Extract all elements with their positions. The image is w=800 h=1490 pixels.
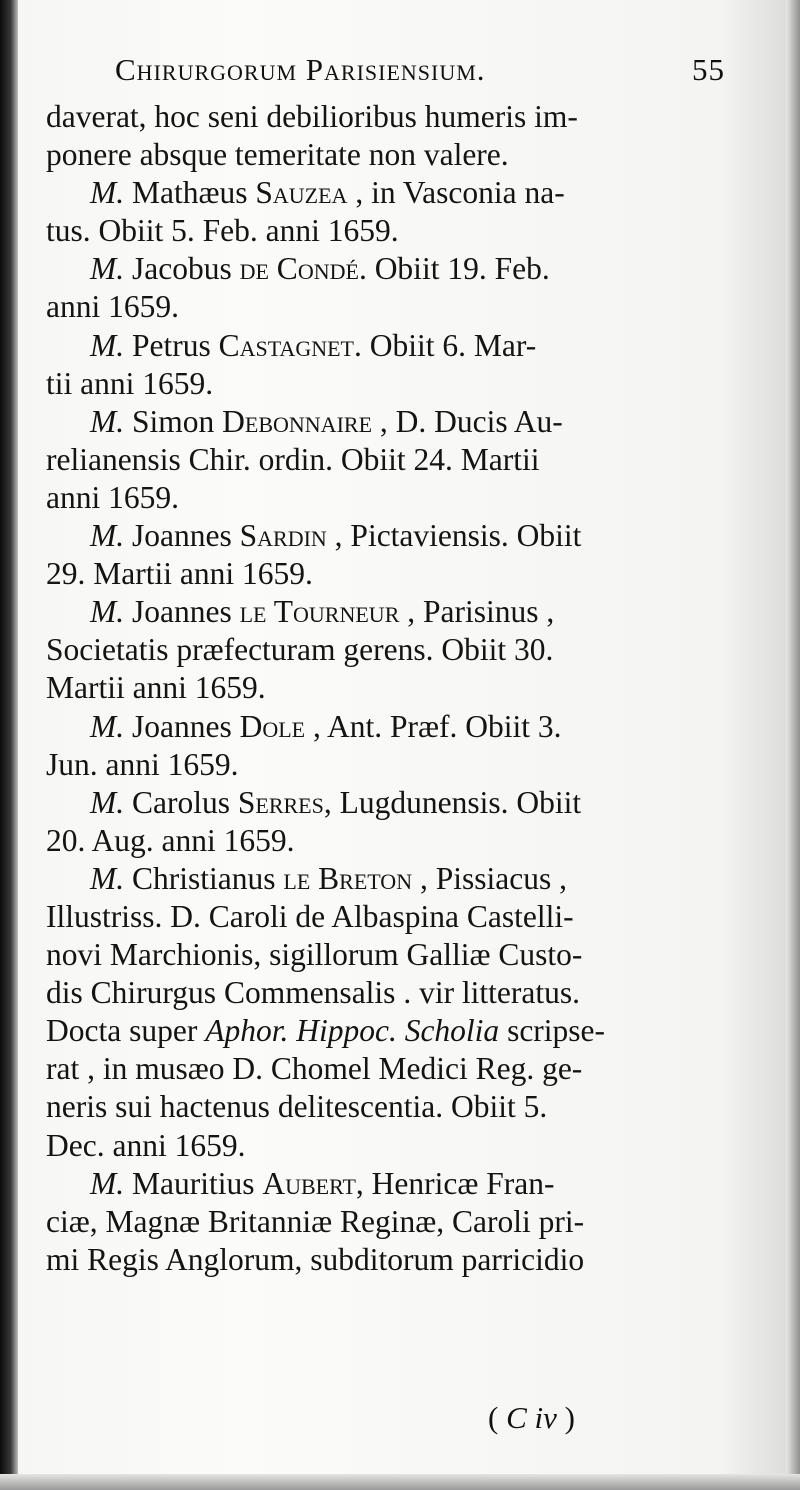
line-text: Joannes: [124, 594, 240, 630]
text-line: [46, 936, 736, 974]
text-line: [46, 593, 736, 631]
text-line: [46, 631, 736, 669]
line-text: relianensis Chir. ordin. Obiit 24. Martii: [46, 441, 540, 477]
line-text: novi Marchionis, sigillorum Galliæ Custo-: [46, 937, 583, 973]
entry-marker: M.: [90, 860, 125, 896]
line-text: anni 1659.: [46, 289, 179, 325]
surname: Serres: [237, 784, 324, 820]
line-text: Martii anni 1659.: [46, 670, 266, 706]
line-text: Carolus: [124, 784, 238, 820]
entry-marker: M.: [90, 1165, 125, 1201]
line-text: tus. Obiit 5. Feb. anni 1659.: [46, 213, 399, 249]
text-line: [46, 288, 736, 326]
line-text: Dec. anni 1659.: [46, 1127, 246, 1163]
line-text: 20. Aug. anni 1659.: [46, 822, 295, 858]
line-text: anni 1659.: [46, 479, 179, 515]
line-text: daverat, hoc seni debilioribus humeris im-: [46, 99, 578, 134]
surname: le Tourneur: [239, 594, 400, 630]
text-line: [46, 555, 736, 593]
text-line: [46, 784, 736, 822]
line-text: , in Vasconia na-: [347, 175, 565, 211]
text-line: [46, 1203, 736, 1241]
text-line: [46, 479, 736, 517]
text-line: [46, 1241, 736, 1279]
line-text: . Obiit 19. Feb.: [358, 251, 550, 287]
line-text: Mauritius: [124, 1165, 263, 1201]
page-number: 55: [692, 52, 725, 87]
line-text: Societatis præfecturam gerens. Obiit 30.: [46, 632, 554, 668]
entry-marker: M.: [90, 708, 125, 744]
line-text: neris sui hactenus delitescentia. Obiit 5.: [46, 1089, 548, 1125]
body-text: [46, 98, 736, 1279]
page-edge-right: [786, 0, 800, 1490]
entry-marker: M.: [90, 594, 125, 630]
line-text: , Henricæ Fran-: [355, 1165, 555, 1201]
line-text: ponere absque temeritate non valere.: [46, 137, 509, 173]
line-text: mi Regis Anglorum, subditorum parricidio: [46, 1241, 585, 1277]
text-line: [46, 974, 736, 1012]
text-line: [46, 403, 736, 441]
line-text: , D. Ducis Au-: [372, 403, 563, 439]
signature-mark: ( C iv ): [488, 1400, 575, 1435]
text-line: [46, 1012, 736, 1050]
line-text: tii anni 1659.: [46, 365, 214, 401]
text-line: [46, 1127, 736, 1165]
line-text: Jun. anni 1659.: [46, 746, 239, 782]
surname: Sauzea: [255, 175, 348, 211]
surname: Dole: [239, 708, 306, 744]
line-text: rat , in musæo D. Chomel Medici Reg. ge-: [46, 1051, 583, 1087]
line-text: , Parisinus ,: [399, 594, 555, 630]
text-line: [46, 1165, 736, 1203]
text-line: [46, 746, 736, 784]
signature-mark-text: C iv: [506, 1400, 557, 1435]
surname: Castagnet: [218, 327, 354, 363]
line-text: Jacobus: [124, 251, 240, 287]
surname: le Breton: [283, 860, 413, 896]
line-text: ciæ, Magnæ Britanniæ Reginæ, Caroli pri-: [46, 1203, 585, 1239]
text-line: [46, 708, 736, 746]
surname: Aubert: [262, 1165, 356, 1201]
line-text: Joannes: [124, 708, 240, 744]
line-text: Illustriss. D. Caroli de Albaspina Castelli-: [46, 898, 574, 934]
entry-marker: M.: [90, 175, 125, 211]
text-line: [46, 517, 736, 555]
text-line: [46, 669, 736, 707]
surname: de Condé: [239, 251, 359, 287]
text-line: [46, 98, 736, 136]
line-text: Petrus: [124, 327, 219, 363]
line-text: Simon: [124, 403, 223, 439]
line-text: Joannes: [124, 518, 240, 554]
text-line: [46, 822, 736, 860]
text-line: [46, 212, 736, 250]
line-text: , Pissiacus ,: [412, 860, 567, 896]
line-text: scripse-: [499, 1013, 606, 1049]
text-line: [46, 365, 736, 403]
running-head: [115, 48, 725, 98]
line-text: Mathæus: [124, 175, 256, 211]
line-text: , Ant. Præf. Obiit 3.: [305, 708, 562, 744]
entry-marker: M.: [90, 251, 125, 287]
entry-marker: M.: [90, 403, 125, 439]
text-line: [46, 327, 736, 365]
text-line: [46, 174, 736, 212]
entry-marker: M.: [90, 518, 125, 554]
line-text: dis Chirurgus Commensalis . vir litteratus.: [46, 975, 581, 1011]
italic-text: Aphor. Hippoc. Scholia: [205, 1013, 500, 1049]
text-line: [46, 1088, 736, 1126]
text-line: [46, 898, 736, 936]
surname: Sardin: [239, 518, 327, 554]
entry-marker: M.: [90, 784, 125, 820]
text-line: [46, 860, 736, 898]
running-head-title: Chirurgorum Parisiensium.: [115, 52, 486, 87]
surname: Debonnaire: [222, 403, 373, 439]
text-line: [46, 136, 736, 174]
line-text: , Pictaviensis. Obiit: [326, 518, 582, 554]
page-edge-bottom: [0, 1474, 800, 1490]
line-text: 29. Martii anni 1659.: [46, 556, 313, 592]
page-gutter-shadow: [0, 0, 18, 1490]
line-text: Docta super: [46, 1013, 206, 1049]
text-line: [46, 250, 736, 288]
line-text: , Lugdunensis. Obiit: [323, 784, 582, 820]
text-line: [46, 441, 736, 479]
entry-marker: M.: [90, 327, 125, 363]
line-text: . Obiit 6. Mar-: [353, 327, 537, 363]
text-line: [46, 1050, 736, 1088]
line-text: Christianus: [124, 860, 284, 896]
